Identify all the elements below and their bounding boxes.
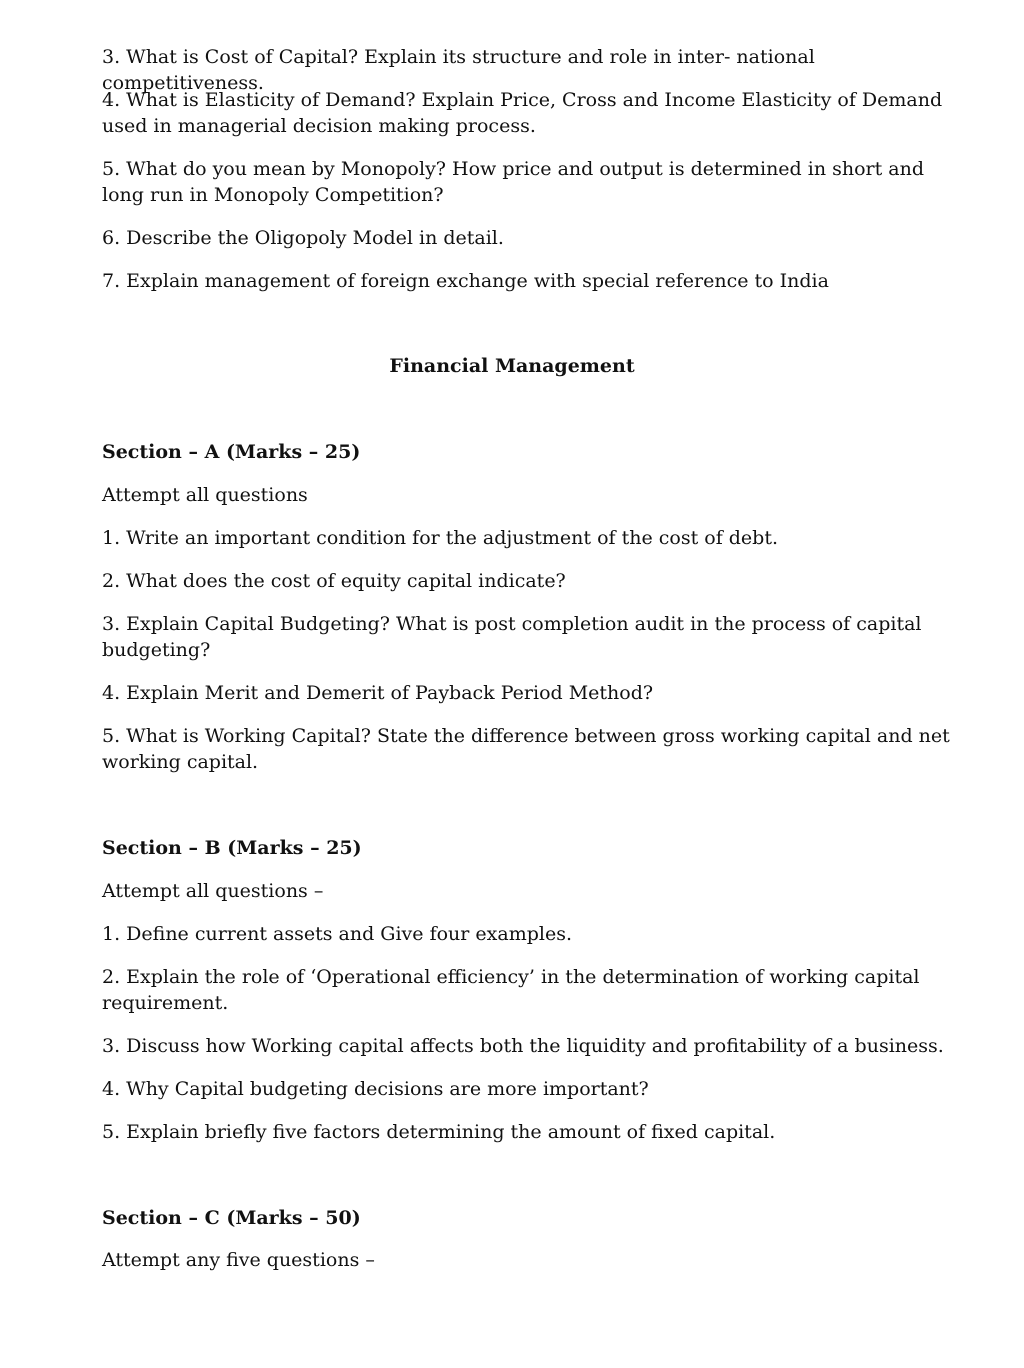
section-b-question-3: 3. Discuss how Working capital affects both the liquidity and profitability of a business. bbox=[102, 1035, 944, 1057]
section-b-heading: Section – B (Marks – 25) bbox=[102, 837, 362, 859]
section-c-instruction: Attempt any five questions – bbox=[102, 1249, 375, 1271]
section-b-instruction: Attempt all questions – bbox=[102, 880, 324, 902]
section-a-heading: Section – A (Marks – 25) bbox=[102, 441, 361, 463]
section-a-question-4: 4. Explain Merit and Demerit of Payback Period Method? bbox=[102, 682, 654, 704]
section-a-instruction: Attempt all questions bbox=[102, 484, 308, 506]
prev-question-7: 7. Explain management of foreign exchange with special reference to India bbox=[102, 270, 829, 292]
section-b-question-4: 4. Why Capital budgeting decisions are more important? bbox=[102, 1078, 649, 1100]
prev-question-4: 4. What is Elasticity of Demand? Explain Price, Cross and Income Elasticity of Demand used in managerial decision making process. bbox=[102, 89, 943, 137]
prev-question-6: 6. Describe the Oligopoly Model in detail. bbox=[102, 227, 504, 249]
prev-question-3: 3. What is Cost of Capital? Explain its structure and role in inter- national competitiveness. bbox=[102, 46, 815, 94]
section-a-question-3: 3. Explain Capital Budgeting? What is post completion audit in the process of capital budgeting? bbox=[102, 613, 922, 661]
section-a-question-5: 5. What is Working Capital? State the difference between gross working capital and net working capital. bbox=[102, 725, 950, 773]
section-b-question-2: 2. Explain the role of ‘Operational efficiency’ in the determination of working capital requirement. bbox=[102, 966, 920, 1014]
section-b-question-1: 1. Define current assets and Give four examples. bbox=[102, 923, 572, 945]
section-a-question-2: 2. What does the cost of equity capital indicate? bbox=[102, 570, 566, 592]
subject-title: Financial Management bbox=[389, 355, 635, 377]
prev-question-5: 5. What do you mean by Monopoly? How price and output is determined in short and long run in Monopoly Competition? bbox=[102, 158, 925, 206]
section-a-question-1: 1. Write an important condition for the adjustment of the cost of debt. bbox=[102, 527, 779, 549]
section-c-heading: Section – C (Marks – 50) bbox=[102, 1207, 361, 1229]
section-b-question-5: 5. Explain briefly five factors determining the amount of fixed capital. bbox=[102, 1121, 776, 1143]
